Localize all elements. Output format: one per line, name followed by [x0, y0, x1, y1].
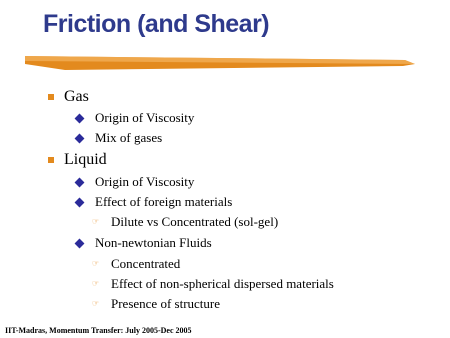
list-item-gas-origin [75, 110, 194, 126]
list-item-label: Gas [64, 88, 89, 105]
list-item-label: Concentrated [111, 256, 181, 271]
diamond-bullet-icon [75, 113, 85, 123]
slide-title: Friction (and Shear) [43, 10, 270, 38]
list-item-gas [48, 88, 89, 106]
list-item-concentrated [92, 256, 180, 272]
list-item-dilute [92, 214, 278, 230]
list-item-label: Non-newtonian Fluids [95, 235, 212, 250]
list-item-structure [92, 296, 220, 312]
diamond-bullet-icon [75, 177, 85, 187]
diamond-bullet-icon [75, 133, 85, 143]
pointing-hand-icon: ☞ [92, 299, 100, 308]
list-item-label: Origin of Viscosity [95, 174, 195, 189]
list-item-label: Presence of structure [111, 296, 221, 311]
list-item-liquid [48, 151, 107, 169]
pointing-hand-icon: ☞ [92, 217, 100, 226]
list-item-gas-mix [75, 130, 162, 146]
list-item-label: Dilute vs Concentrated (sol-gel) [111, 214, 279, 229]
square-bullet-icon [48, 94, 54, 100]
pointing-hand-icon: ☞ [92, 259, 100, 268]
list-item-label: Effect of non-spherical dispersed materials [111, 276, 334, 291]
list-item-liquid-foreign [75, 194, 232, 210]
list-item-liquid-origin [75, 174, 194, 190]
list-item-label: Mix of gases [95, 130, 163, 145]
list-item-nonspherical [92, 276, 334, 292]
pointing-hand-icon: ☞ [92, 279, 100, 288]
list-item-label: Origin of Viscosity [95, 110, 195, 125]
square-bullet-icon [48, 157, 54, 163]
diamond-bullet-icon [75, 197, 85, 207]
title-underline-brushstroke [25, 50, 415, 72]
list-item-label: Liquid [64, 151, 107, 168]
slide-footer: IIT-Madras, Momentum Transfer: July 2005-Dec 2005 [5, 326, 192, 335]
diamond-bullet-icon [75, 238, 85, 248]
list-item-nonnewtonian [75, 235, 212, 251]
list-item-label: Effect of foreign materials [95, 194, 233, 209]
